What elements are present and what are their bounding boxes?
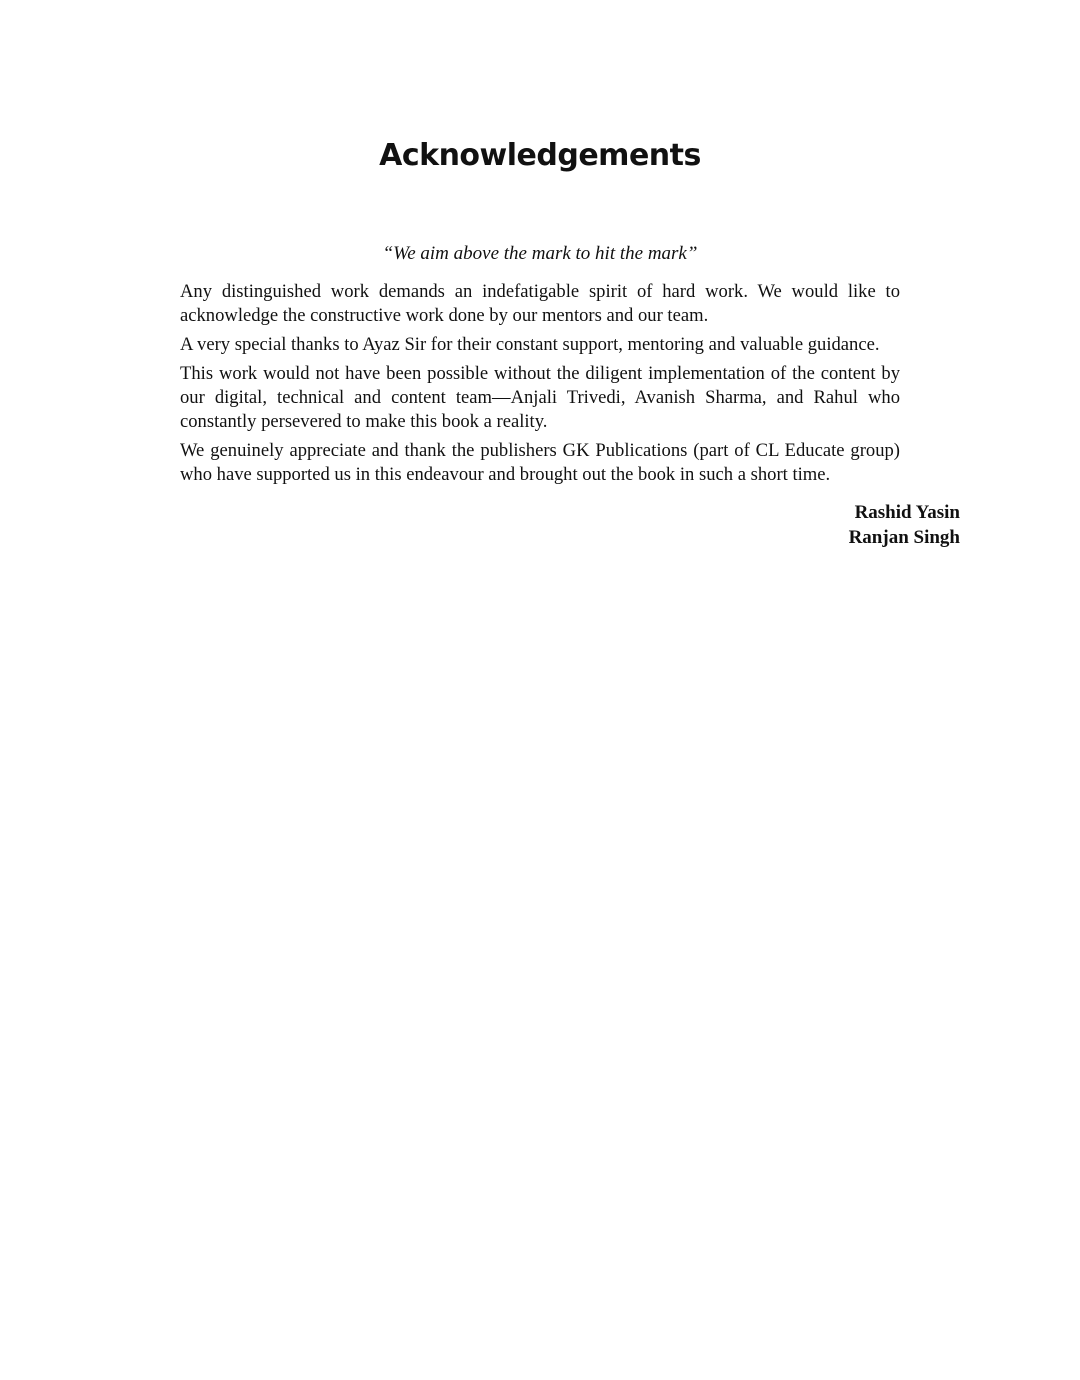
signatory-name: Ranjan Singh [848,527,960,548]
page-title: Acknowledgements [379,138,701,173]
paragraph: A very special thanks to Ayaz Sir for their constant support, mentoring and valuable guidance. [180,334,880,355]
signatory-name: Rashid Yasin [854,502,960,523]
acknowledgement-body [180,280,900,492]
paragraph: We genuinely appreciate and thank the publishers GK Publications (part of CL Educate group) who have supported us in this endeavour and brought out the book in such a short time. [180,440,900,485]
signature-block [849,500,960,550]
epigraph-quote: “We aim above the mark to hit the mark” [382,243,698,264]
paragraph: Any distinguished work demands an indefatigable spirit of hard work. We would like to acknowledge the constructive work done by our mentors and our team. [180,281,900,326]
paragraph: This work would not have been possible without the diligent implementation of the content by our digital, technical and content team—Anjali Trivedi, Avanish Sharma, and Rahul who constantly persevered to make this book a reality. [180,363,900,432]
